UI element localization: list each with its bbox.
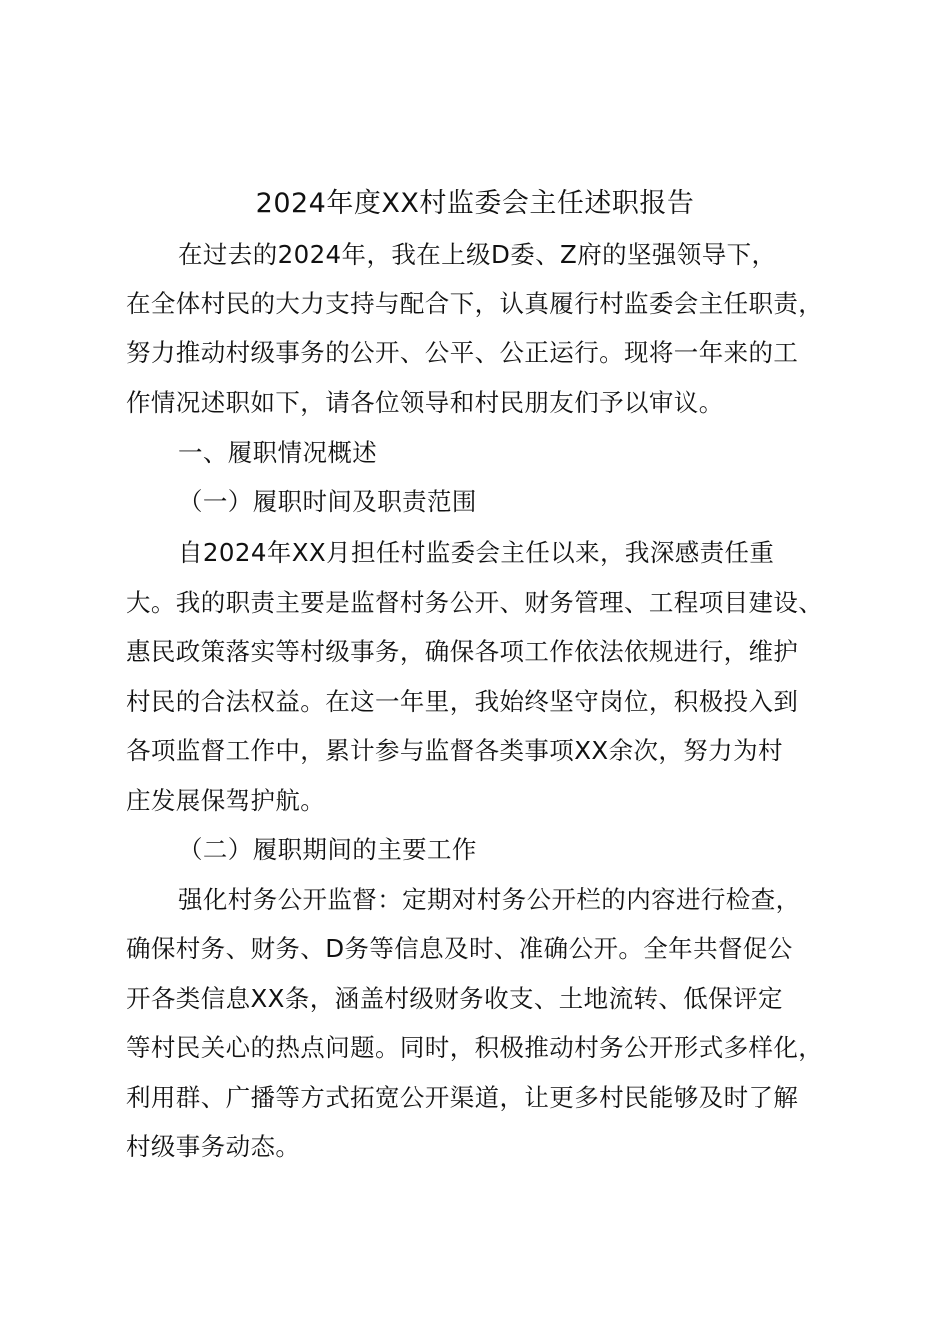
paragraph-line: 自2024年XX月担任村监委会主任以来，我深感责任重 — [178, 538, 775, 567]
paragraph-line: 大。我的职责主要是监督村务公开、财务管理、工程项目建设、 — [126, 588, 824, 617]
paragraph-line: 利用群、广播等方式拓宽公开渠道，让更多村民能够及时了解 — [126, 1083, 799, 1112]
paragraph-line: 村民的合法权益。在这一年里，我始终坚守岗位，积极投入到 — [126, 687, 799, 716]
paragraph-line: 努力推动村级事务的公开、公平、公正运行。现将一年来的工 — [126, 338, 799, 367]
paragraph-line: 各项监督工作中，累计参与监督各类事项XX余次，努力为村 — [126, 736, 783, 765]
paragraph-line: 等村民关心的热点问题。同时，积极推动村务公开形式多样化， — [126, 1033, 824, 1062]
paragraph-line: 在全体村民的大力支持与配合下，认真履行村监委会主任职责， — [126, 289, 824, 318]
paragraph-line: 强化村务公开监督：定期对村务公开栏的内容进行检查， — [178, 885, 801, 914]
paragraph-line: 村级事务动态。 — [126, 1132, 301, 1161]
paragraph-line: 庄发展保驾护航。 — [126, 786, 326, 815]
section-heading: 一、履职情况概述 — [178, 438, 378, 467]
paragraph-line: 在过去的2024年，我在上级D委、Z府的坚强领导下， — [178, 240, 777, 269]
subsection-heading: （二）履职期间的主要工作 — [178, 835, 477, 864]
paragraph-line: 惠民政策落实等村级事务，确保各项工作依法依规进行，维护 — [126, 637, 799, 666]
paragraph-line: 作情况述职如下，请各位领导和村民朋友们予以审议。 — [126, 388, 724, 417]
subsection-heading: （一）履职时间及职责范围 — [178, 487, 477, 516]
document-title: 2024年度XX村监委会主任述职报告 — [255, 188, 695, 219]
paragraph-line: 开各类信息XX条，涵盖村级财务收支、土地流转、低保评定 — [126, 984, 783, 1013]
paragraph-line: 确保村务、财务、D务等信息及时、准确公开。全年共督促公 — [126, 934, 793, 963]
